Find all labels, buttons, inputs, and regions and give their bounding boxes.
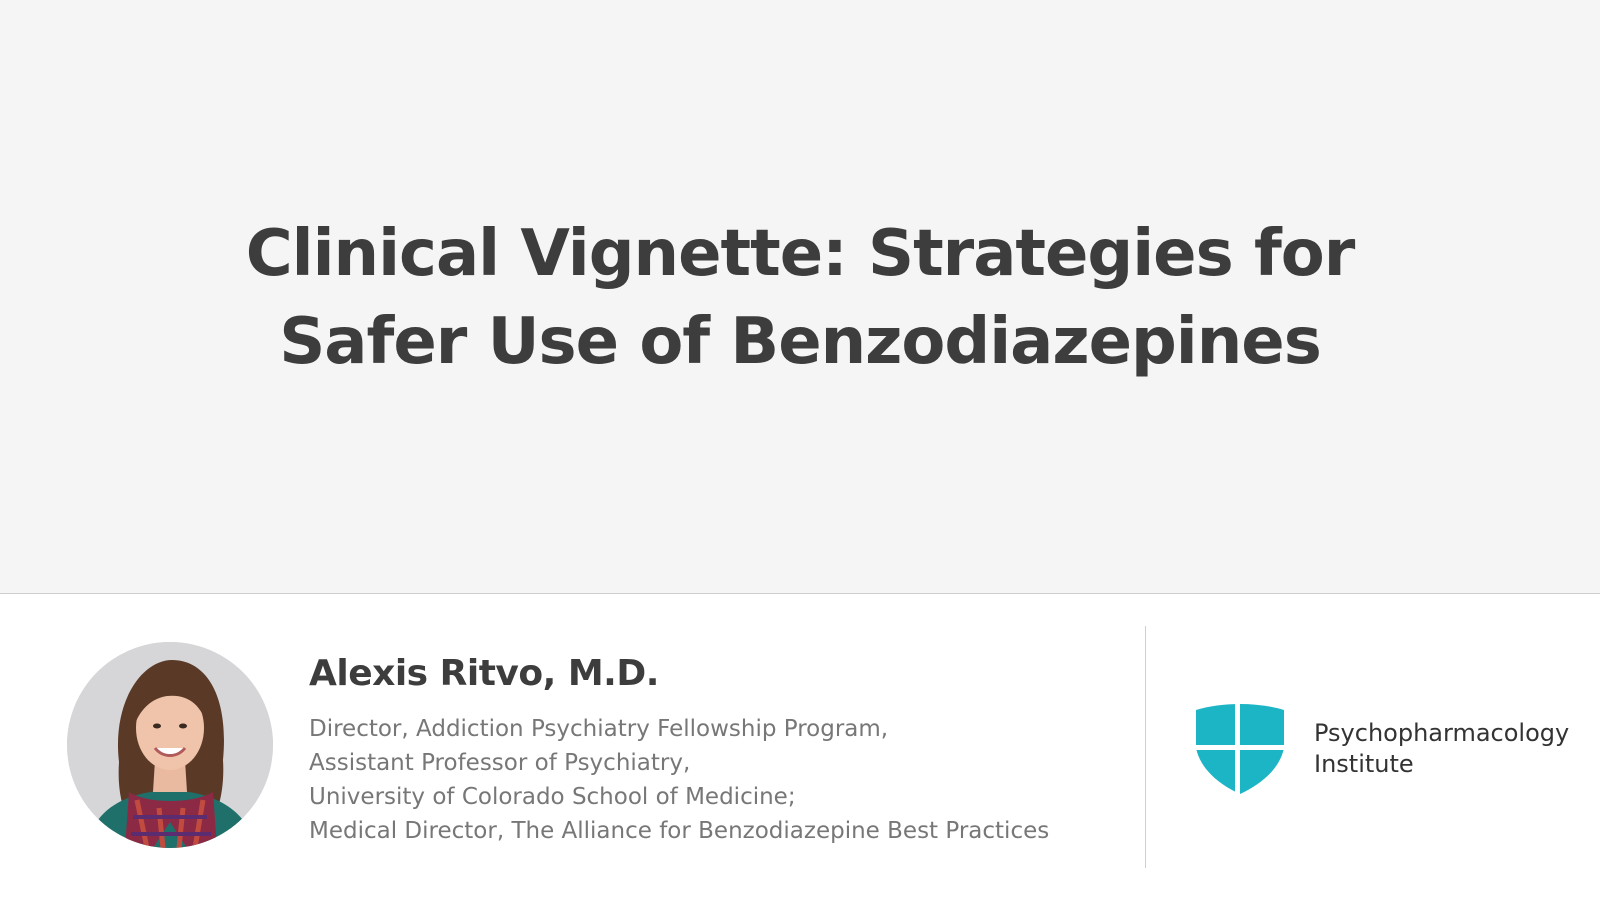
speaker-photo: [67, 642, 273, 848]
speaker-role: Medical Director, The Alliance for Benzodiazepine Best Practices: [309, 818, 1050, 844]
speaker-band: [0, 594, 1600, 899]
speaker-roles: [309, 712, 1049, 848]
slide-title: Clinical Vignette: Strategies for Safer Use of Benzodiazepines: [245, 217, 1355, 379]
speaker-role: Assistant Professor of Psychiatry,: [309, 750, 691, 776]
org-name-line2: Institute: [1314, 750, 1414, 778]
speaker-portrait-icon: [67, 642, 273, 848]
org-name-line1: Psychopharmacology: [1314, 719, 1570, 747]
shield-cross-icon: [1194, 704, 1286, 794]
speaker-role: Director, Addiction Psychiatry Fellowship Program,: [309, 716, 889, 742]
vertical-divider: [1145, 626, 1146, 868]
speaker-name: Alexis Ritvo, M.D.: [309, 653, 659, 694]
org-logo: [1194, 704, 1286, 794]
org-name: [1314, 718, 1569, 780]
speaker-role: University of Colorado School of Medicine;: [309, 784, 796, 810]
